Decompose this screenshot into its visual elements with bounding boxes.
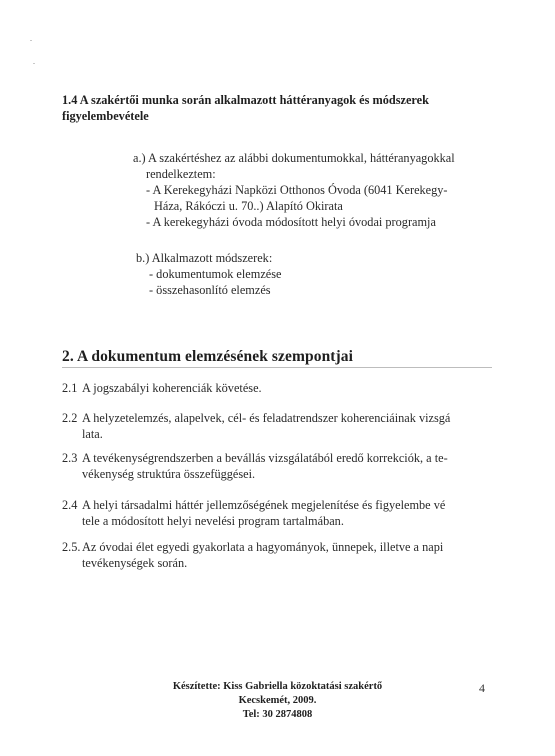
section-1-4-heading <box>62 92 429 124</box>
item-text: Az óvodai élet egyedi gyakorlata a hagyományok, ünnepek, illetve a napi <box>82 540 444 554</box>
section-2-heading: 2. A dokumentum elemzésének szempontjai <box>62 348 354 365</box>
page-number: 4 <box>479 681 485 695</box>
item-text: A helyi társadalmi háttér jellemzőségének megjelenítése és figyelembe vé <box>82 498 446 512</box>
item-number: 2.5. <box>62 540 81 554</box>
item-text-cont: tevékenységek során. <box>82 556 188 570</box>
part-b-item: - dokumentumok elemzése <box>149 267 282 281</box>
item-text: A tevékenységrendszerben a bevállás vizsgálatából eredő korrekciók, a te- <box>82 451 448 465</box>
part-a-item: - A kerekegyházi óvoda módosított helyi óvodai programja <box>146 215 436 229</box>
footer <box>0 680 555 722</box>
list-item <box>62 450 448 482</box>
part-b-intro: b.) Alkalmazott módszerek: <box>136 251 273 265</box>
list-item <box>62 380 262 396</box>
part-a-block <box>133 150 455 230</box>
scan-speck <box>30 40 32 41</box>
part-a-item: - A Kerekegyházi Napközi Otthonos Óvoda (6041 Kerekegy- <box>146 183 448 197</box>
part-b-block <box>136 250 282 298</box>
item-text-cont: tele a módosított helyi nevelési program tartalmában. <box>82 514 344 528</box>
part-a-item-cont: Háza, Rákóczi u. 70..) Alapító Okirata <box>154 199 343 213</box>
scan-speck <box>33 63 35 64</box>
heading-line: figyelembevétele <box>62 109 149 123</box>
divider <box>62 367 492 368</box>
heading-line: 1.4 A szakértői munka során alkalmazott háttéranyagok és módszerek <box>62 93 429 107</box>
list-item <box>62 410 450 442</box>
item-number: 2.3 <box>62 451 78 465</box>
item-number: 2.2 <box>62 411 78 425</box>
item-text-cont: lata. <box>82 427 103 441</box>
item-text: A jogszabályi koherenciák követése. <box>82 381 262 395</box>
part-b-item: - összehasonlító elemzés <box>149 283 271 297</box>
footer-author: Készítette: Kiss Gabriella közoktatási szakértő <box>172 681 383 692</box>
list-item <box>62 539 443 571</box>
item-number: 2.4 <box>62 498 78 512</box>
list-item <box>62 497 445 529</box>
item-number: 2.1 <box>62 381 78 395</box>
part-a-intro: a.) A szakértéshez az alábbi dokumentumokkal, háttéranyagokkal <box>133 151 455 165</box>
footer-phone: Tel: 30 2874808 <box>242 709 313 720</box>
footer-place-date: Kecskemét, 2009. <box>238 695 317 706</box>
part-a-intro-cont: rendelkeztem: <box>146 167 216 181</box>
item-text-cont: vékenység struktúra összefüggései. <box>82 467 256 481</box>
item-text: A helyzetelemzés, alapelvek, cél- és feladatrendszer koherenciáinak vizsgá <box>82 411 451 425</box>
